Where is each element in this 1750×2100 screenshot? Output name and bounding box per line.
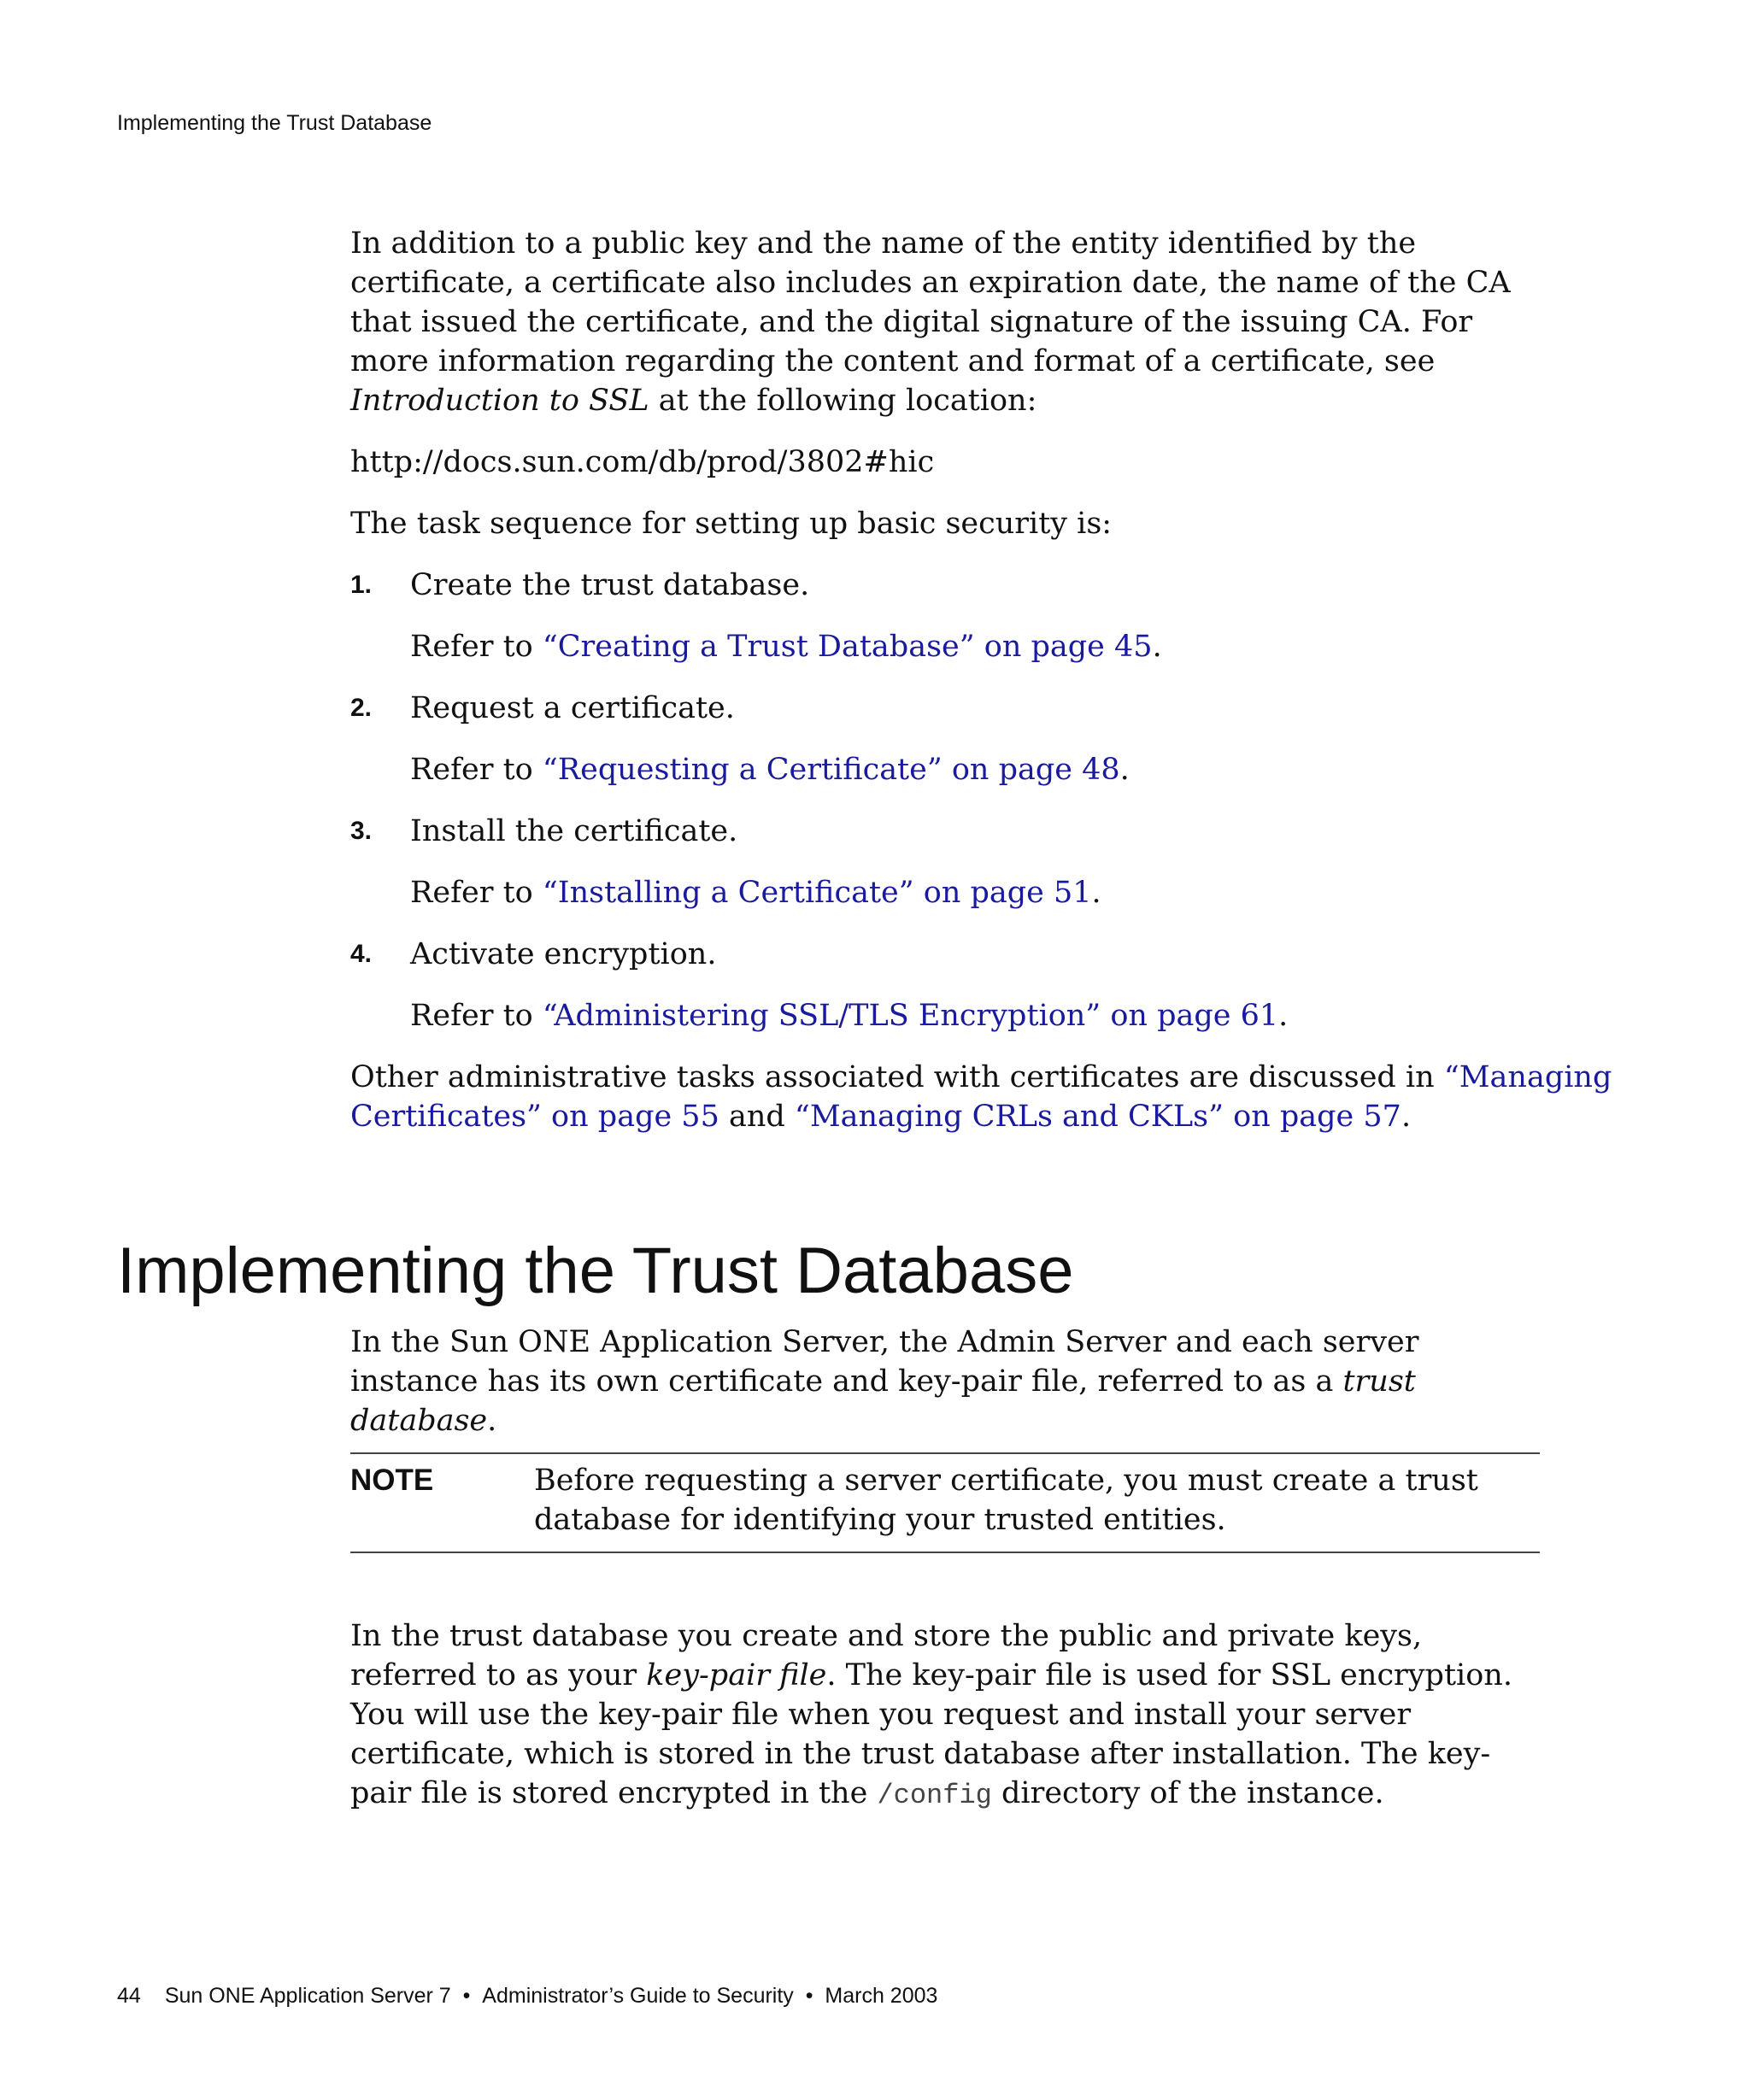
step-reference: Refer to “Administering SSL/TLS Encryption” on page 61. [410,999,1289,1033]
config-path: /config [877,1780,992,1811]
section-heading: Implementing the Trust Database [117,1235,1074,1307]
cross-reference-link[interactable]: “Managing [1443,1060,1612,1094]
product-name: Sun ONE [449,1325,590,1359]
step-reference: Refer to “Creating a Trust Database” on page 45. [410,630,1162,664]
cross-reference-link[interactable]: “Requesting a Certificate” on page 48 [542,753,1120,787]
cross-reference-link[interactable]: “Managing CRLs and CKLs” on page 57 [794,1100,1401,1134]
book-title: Sun ONE Application Server 7 [164,1984,451,2008]
running-header: Implementing the Trust Database [117,111,432,135]
note-box [350,1452,1540,1553]
step-text: Activate encryption. [410,937,717,971]
task-intro: The task sequence for setting up basic security is: [350,507,1113,541]
step-text: Create the trust database. [410,568,810,602]
cross-reference-link[interactable]: “Creating a Trust Database” on page 45 [542,630,1153,664]
step-number: 2. [350,694,373,722]
page-number: 44 [117,1984,141,2008]
other-tasks-line1: Other administrative tasks associated with certificates are discussed in “Managing [350,1060,1612,1094]
term-emphasis: key-pair file [646,1658,827,1692]
intro-paragraph: In addition to a public key and the name of the entity identified by the certificate, a certificate also includes an expiration date, the name of the CA that issued the certificate, and the digital signature of the issuing CA. For more information regarding the content and format of a certificate, see Introduction to SSL at the following location: [350,226,1511,418]
other-tasks-line2: Certificates” on page 55 and “Managing CRLs and CKLs” on page 57. [350,1100,1412,1134]
step-number: 4. [350,940,373,968]
page-footer [117,1984,937,2009]
footer-separator: • [462,1984,471,2008]
publication-date: March 2003 [825,1984,938,2008]
cross-reference-link[interactable]: “Administering SSL/TLS Encryption” on page 61 [542,999,1279,1033]
note-text: Before requesting a server certificate, you must create a trust database for identifying your trusted entities. [534,1464,1478,1537]
note-label: NOTE [350,1464,434,1497]
doc-url[interactable]: http://docs.sun.com/db/prod/3802#hic [350,445,935,479]
step-reference: Refer to “Requesting a Certificate” on page 48. [410,753,1130,787]
step-text: Install the certificate. [410,814,738,848]
key-pair-paragraph: In the trust database you create and store the public and private keys, referred to as your key-pair file. The key-pair file is used for SSL encryption. You will use the key-pair file when you request and install your server certificate, which is stored in the trust database after installation. The key-pair file is stored encrypted in the /config directory of the instance. [350,1619,1512,1811]
step-number: 3. [350,817,373,845]
book-reference: Introduction to SSL [350,384,649,418]
cross-reference-link[interactable]: Certificates” on page 55 [350,1100,719,1134]
step-text: Request a certificate. [410,691,735,725]
section-paragraph: In the Sun ONE Application Server, the Admin Server and each server instance has its own certificate and key-pair file, referred to as a trust database. [350,1325,1419,1438]
footer-separator: • [805,1984,813,2008]
step-reference: Refer to “Installing a Certificate” on page 51. [410,876,1101,910]
term-emphasis: trust database [350,1364,1416,1438]
cross-reference-link[interactable]: “Installing a Certificate” on page 51 [542,876,1092,910]
guide-title: Administrator’s Guide to Security [482,1984,794,2008]
step-number: 1. [350,571,373,599]
